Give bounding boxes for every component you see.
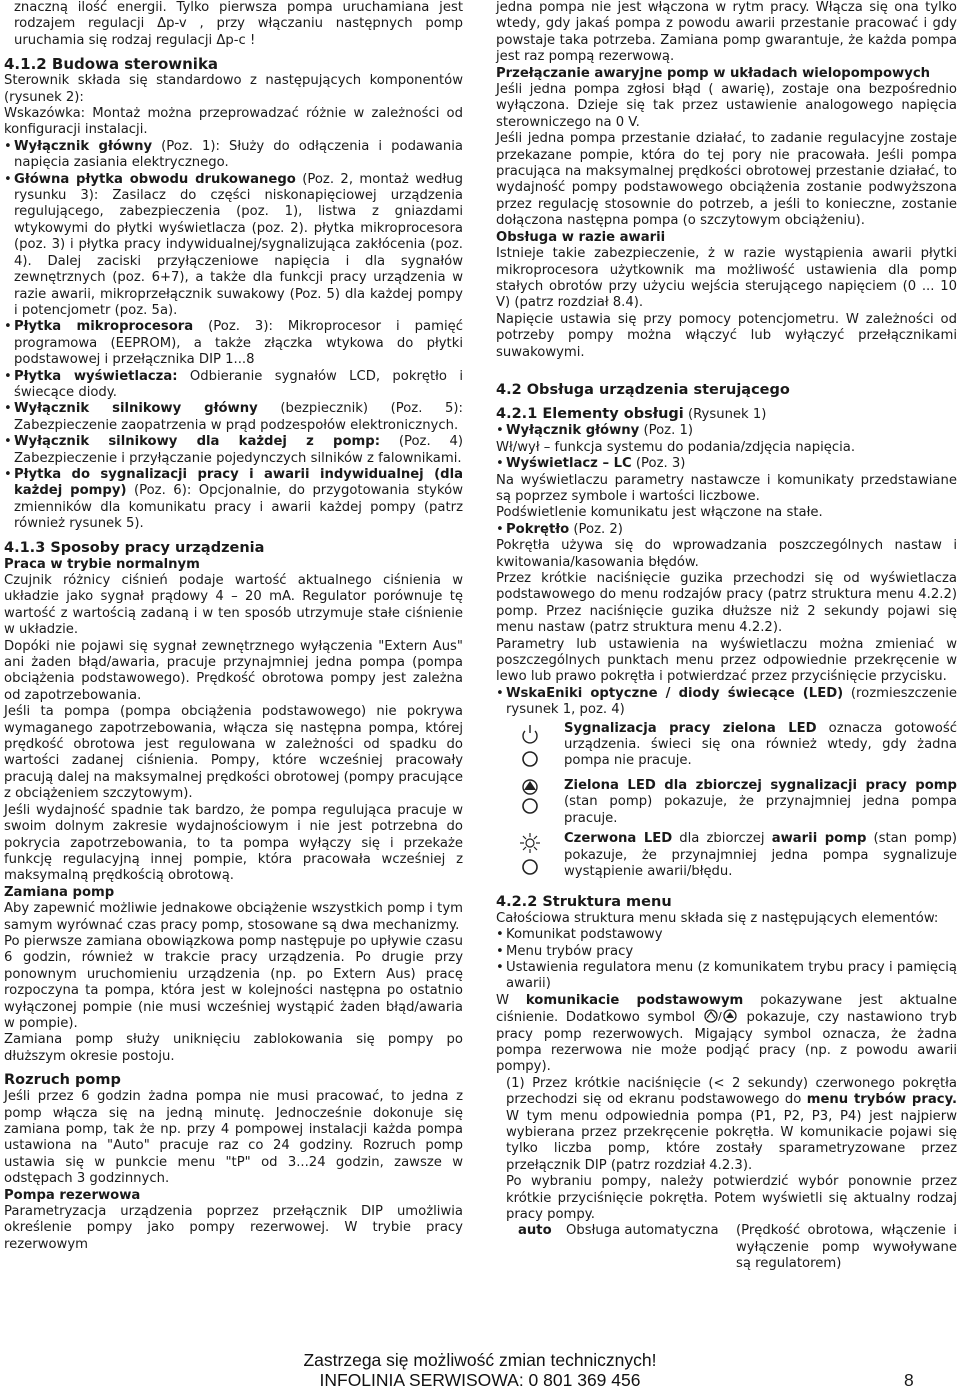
- text: (1) Przez krótkie naciśnięcie (< 2 sekundy) czerwonego pokrętła przechodzi się od ekranu podstawowego do: [506, 1075, 957, 1108]
- paragraph: Pokrętła używa się do wprowadzania poszczególnych nastaw i kwitowania/kasowania błędów.: [496, 538, 957, 570]
- mode-desc: (Prędkość obrotowa, włączenie i wyłączenie pomp wywoływane są regulatorem): [736, 1223, 957, 1272]
- component-list-item: [4, 319, 463, 368]
- text-bold: komunikacie podstawowym: [525, 992, 744, 1008]
- component-list: [4, 139, 463, 533]
- paragraph: Przez krótkie naciśnięcie guzika przechodzi się od wyświetlacza podstawowego do menu rodzajów pracy (patrz struktura menu 4.2.2) pomp. Przez naciśnięcie guzika dłuższe niż 2 sekundy pojawi się menu nastaw (patrz struktura menu 4.2.2).: [496, 571, 957, 636]
- section-4-2-heading: 4.2 Obsługa urządzenia sterującego: [496, 381, 790, 398]
- led-text: (stan pomp) pokazuje, że przynajmniej jedna pompa sygnalizuje wystąpienie awarii/błędu.: [564, 831, 957, 880]
- led-text: oznacza gotowość urządzenia. świeci się ona również wtedy, gdy żadna pompa nie pracuje.: [564, 720, 957, 769]
- paragraph: Jeśli wydajność spadnie tak bardzo, że pompa regulująca pracuje w swoim dolnym zakresie wydajnościowym i nie jest potrzebna do pokrycia zapotrzebowania, to ta pompa wyłączy się i przekaże funkcję regulacyjną innej pompie, która pracowała wcześniej z maksymalną prędkością obrotową.: [4, 802, 463, 884]
- section-4-2-2-heading: 4.2.2 Struktura menu: [496, 893, 672, 910]
- paragraph: Po wybraniu pompy, należy potwierdzić wybór ponownie przez krótkie przyciśnięcie pokrętła. Potem wyświetli się aktualny rodzaj pracy pompy.: [506, 1174, 957, 1222]
- led-icons: [496, 831, 564, 886]
- list-item: [496, 686, 957, 719]
- reserve-symbol-icon: [703, 1009, 739, 1023]
- warning-light-icon: [520, 833, 540, 853]
- led-ready-icons: [496, 721, 564, 773]
- component-list-item: [4, 369, 463, 402]
- paragraph: Istnieje takie zabezpieczenie, ż w razie wystąpienia awarii płytki mikroprocesora użytkownik ma możliwość ustawienia dla pomp stałych obrotów przy użyciu wejścia sterującego napięciem (0 ... 10 V) (patrz rozdział 8.4).: [496, 246, 957, 311]
- list-item: [496, 423, 957, 439]
- menu-list-item: • Ustawienia regulatora menu (z komunikatem trybu pracy i pamięcią awarii): [496, 960, 957, 993]
- text: pokazuje, czy nastawiono tryb pracy pomp rezerwowych. Migający symbol oznacza, że żadna pompa rezerwowa nie może podjąć pracy (np. z powodu awarii pompy).: [496, 1010, 957, 1075]
- led-pump-icons: [496, 778, 564, 814]
- text: W tym menu odpowiednia pompa (P1, P2, P3, P4) jest najpierw wybierana przez przekręcenie pokrętła. W komunikacie pojawi się tylko liczba pomp, które zostały sparametryzowane przez przełącznik DIP (patrz rozdział 4.2.3).: [506, 1108, 957, 1173]
- list-item: [496, 456, 957, 472]
- item-text: (Poz. 2): [569, 521, 623, 537]
- item-bold: Wyłącznik główny: [506, 423, 640, 439]
- item-text: (Poz. 3): Mikroprocesor i pamięć programowa (EEPROM), a także złączka wtykowa do płytki podstawowej i przełącznika DIP 1...8: [14, 319, 463, 368]
- item-text: (Poz. 2, montaż według rysunku 3): Zasilacz do części niskonapięciowej urządzenia regulującego, zabezpieczenia (poz. 1), listwa z gniazdami wtykowymi do płytki wyświetlacza (poz. 2). płytka mikroprocesora (poz. 3) i płytka pracy indywidualnej/sygnalizująca zakłócenia (poz. 4). Dalej zaciski przyłączeniowe napięcia i dla sygnałów zewnętrznych (poz. 6+7), a także dla funkcji pracy urządzenia w razie awarii, mikroprzełącznik suwakowy (Poz. 5) dla każdej pompy i potencjometr (poz. 5a).: [14, 171, 463, 318]
- item-bold: WskaEniki optyczne / diody świecące (LED): [506, 685, 844, 701]
- led-pumps-text: [564, 778, 957, 827]
- led-circle-icon: [523, 860, 537, 874]
- paragraph: Po pierwsze zamiana obowiązkowa pomp następuje po upływie czasu 6 godzin, również w trakcie pracy urządzenia. Po drugie przy ponownym uruchomieniu urządzenia (np. po Extern Aus) pracę rozpoczyna ta pompa, która jest w kolejności następna po ostatnio wyłączonej pompie (nie musi wcześniej wystąpić żaden błąd/awaria w pompie).: [4, 933, 463, 1031]
- paragraph: jedna pompa nie jest włączona w rytm pracy. Włącza się ona tylko wtedy, gdy jakaś pompa z powodu awarii przestanie pracować i gdy powstaje taka potrzeba. Zamiana pomp gwarantuje, że każda pompa jest raz pompą rezerwową.: [496, 0, 957, 65]
- menu-list: [496, 927, 957, 993]
- section-4-1-2-heading: 4.1.2 Budowa sterownika: [4, 55, 219, 74]
- led-fault-icons: [496, 831, 564, 881]
- paragraph: Sterownik składa się standardowo z następujących komponentów (rysunek 2):: [4, 73, 463, 105]
- paragraph: Parametryzacja urządzenia poprzez przełącznik DIP umożliwia określenie pompy jako pompy rezerwowej. W trybie pracy rezerwowym: [4, 1204, 463, 1252]
- item-text: Odbieranie sygnałów LCD, pokrętło i świecące diody.: [14, 368, 463, 400]
- subheading-kick: Rozruch pomp: [4, 1072, 121, 1089]
- led-row-pumps: [496, 778, 957, 827]
- paragraph: Jeśli jedna pompa zgłosi błąd ( awarię), zostaje ona bezpośrednio wyłączona. Dzieje się tak przez ustawienie analogowego napięcia sterowniczego na 0 V.: [496, 82, 957, 130]
- paragraph: Aby zapewnić możliwie jednakowe obciążenie wszystkich pomp i tym samym wyrównać czas pracy pomp, stosowane są dwa mechanizmy.: [4, 901, 463, 933]
- paragraph: Wł/wył – funkcja systemu do podania/zdjęcia napięcia.: [496, 439, 856, 455]
- subheading-reserve: Pompa rezerwowa: [4, 1187, 141, 1203]
- mode-row-auto: [496, 1223, 957, 1272]
- paragraph: [496, 1076, 957, 1174]
- item-bold: Płytka mikroprocesora: [14, 319, 194, 335]
- paragraph: Jeśli ta pompa (pompa obciążenia podstawowego) nie pokrywa wymaganego zapotrzebowania, włącza się następna pompa, której prędkość obrotowa jest regulowana w zależności od spadku do wartości zadanej ciśnienia. Pompy, które wcześniej pracowały pracują dalej na maksymalnej prędkości obrotowej (pompy pracujące z obciążeniem szczytowym).: [4, 704, 463, 802]
- component-list-item: [4, 139, 463, 172]
- led-text: dla zbiorczej: [672, 831, 772, 847]
- item-bold: Płytka do sygnalizacji pracy i awarii indywidualnej (dla każdej pompy): [14, 466, 463, 499]
- item-text: (Poz. 3): [631, 456, 686, 472]
- led-text: (stan pomp) pokazuje, że przynajmniej jedna pompa pracuje.: [564, 794, 957, 826]
- item-bold: Wyświetlacz – LC: [506, 456, 632, 472]
- led-ready-text: [564, 721, 957, 770]
- text: W: [496, 992, 526, 1008]
- led-bold: Sygnalizacja pracy zielona LED: [564, 720, 817, 736]
- item-text: (Poz. 1): Służy do odłączenia i podawania napięcia zasiania elektrycznego.: [14, 138, 463, 171]
- intro-paragraph: znaczną ilość energii. Tylko pierwsza pompa uruchamiana jest rodzajem regulacji Δp-v , przy włączaniu następnych pomp uruchamia się rodzaj regulacji Δp-c !: [14, 0, 463, 48]
- mode-key: auto: [518, 1223, 552, 1239]
- paragraph: Dopóki nie pojawi się sygnał zewnętrznego wyłączenia "Extern Aus" ani żaden błąd/awaria, pracuje przynajmniej jedna pompa (pompa obciążenia podstawowego). Prędkość obrotowa pompy jest zależna od zapotrzebowania.: [4, 638, 463, 703]
- component-list-item: [4, 467, 463, 533]
- led-row-fault: [496, 831, 957, 886]
- paragraph: Zamiana pomp służy uniknięciu zablokowania się pompy po dłuższym okresie postoju.: [4, 1032, 463, 1064]
- section-4-2-1-heading: [496, 405, 957, 423]
- text-bold: menu trybów pracy.: [806, 1092, 957, 1108]
- heading-bold: 4.2.1 Elementy obsługi: [496, 405, 684, 422]
- paragraph: Podświetlenie komunikatu jest włączone na stałe.: [496, 505, 823, 521]
- svg-text:/: /: [717, 1010, 722, 1024]
- power-icon: [523, 725, 537, 743]
- paragraph: Napięcie ustawia się przy pomocy potencjometru. W zależności od potrzeby pompy można włączyć lub wyłączyć przełącznikami suwakowymi.: [496, 311, 957, 360]
- item-text: (rozmieszczenie rysunek 1, poz. 4): [506, 685, 957, 718]
- item-bold: Płytka wyświetlacza:: [14, 368, 178, 384]
- component-list-item: [4, 172, 463, 320]
- item-text: (Poz. 4) Zabezpieczenie i przyłączanie pojedynczych silników z falownikami.: [14, 434, 464, 466]
- subheading-failover: Przełączanie awaryjne pomp w układach wielopompowych: [496, 65, 931, 81]
- led-bold: awarii pomp: [771, 831, 867, 847]
- page-number: 8: [904, 1370, 914, 1390]
- item-bold: Wyłącznik główny: [14, 138, 153, 154]
- heading-rest: (Rysunek 1): [683, 406, 767, 422]
- menu-list-item: • Komunikat podstawowy: [496, 927, 957, 943]
- led-icons: [496, 721, 564, 778]
- item-bold: Wyłącznik silnikowy dla każdej z pomp:: [14, 434, 381, 450]
- paragraph: [496, 993, 957, 1076]
- component-list-item: [4, 434, 463, 467]
- led-icons: [496, 778, 564, 819]
- paragraph: Na wyświetlaczu parametry nastawcze i komunikaty przedstawiane są poprzez symbole i wartości liczbowe.: [496, 472, 957, 504]
- led-bold: Zielona LED dla zbiorczej sygnalizacji pracy pomp: [564, 778, 957, 794]
- led-circle-icon: [523, 799, 537, 813]
- led-fault-text: [564, 831, 957, 880]
- subheading-swap: Zamiana pomp: [4, 884, 115, 900]
- item-text: (Poz. 6): Opcjonalnie, do przygotowania styków zmienników dla komunikatu pracy i awarii każdej pompy (patrz również rysunek 5).: [14, 483, 463, 532]
- left-column: [4, 0, 463, 1253]
- component-list-item: [4, 401, 463, 434]
- paragraph: Parametry lub ustawienia na wyświetlaczu można zmieniać w poszczególnych punktach menu przez odpowiednie przekręcenie w lewo lub prawo pokrętła i potwierdzać przez przyciśnięcie przycisku.: [496, 636, 957, 685]
- paragraph: Wskazówka: Montaż można przeprowadzać różnie w zależności od konfiguracji instalacji.: [4, 106, 463, 138]
- right-column: [496, 0, 957, 1273]
- item-text: (bezpiecznik) (Poz. 5): Zabezpieczenie zaopatrzenia w prąd podzespołów elektronicznych.: [14, 401, 464, 433]
- paragraph: Całościowa struktura menu składa się z następujących elementów:: [496, 910, 939, 926]
- subheading-emergency: Obsługa w razie awarii: [496, 229, 666, 245]
- paragraph: Czujnik różnicy ciśnień podaje wartość aktualnego ciśnienia w układzie jako sygnał prądowy 4 – 20 mA. Regulator porównuje tę wartość z wartością zadaną i w ten sposób utrzymuje stałe ciśnienie w układzie.: [4, 573, 463, 638]
- paragraph: Jeśli przez 6 godzin żadna pompa nie musi pracować, to jedna z pomp włącza się na jedną minutę. Jednocześnie dokonuje się zamiana pomp, tak że np. przy 4 pompowej instalacji każda pompa ustawiona na "Auto" pracuje raz co 24 godziny. Rozruch pomp ustawia się w punkcie menu "tP" od 3...24 godzin, zawsze w odstępach 3 godzinnych.: [4, 1089, 463, 1187]
- footer-hotline: INFOLINIA SERWISOWA: 0 801 369 456: [319, 1370, 641, 1390]
- text: pokazywane jest aktualne ciśnienie. Dodatkowo symbol: [496, 992, 958, 1026]
- footer-notice: Zastrzega się możliwość zmian technicznych!: [303, 1350, 657, 1370]
- section-4-1-3-heading: 4.1.3 Sposoby pracy urządzenia: [4, 539, 265, 556]
- paragraph: Jeśli jedna pompa przestanie działać, to zadanie regulacyjne zostaje przekazane pompie, która do tej pory nie pracowała. Jeśli pompa pracująca na maksymalnej prędkości obrotowej przestanie działać, to wydajność pompy podstawowego obciążenia zostanie podwyższona przez regulację stosownie do potrzeb, a jeśli to konieczne, zostanie dołączona następna pompa (o szczytowym obciążeniu).: [496, 131, 957, 229]
- led-bold: Czerwona LED: [564, 831, 673, 847]
- list-item: [496, 522, 957, 538]
- item-text: (Poz. 1): [639, 423, 693, 439]
- item-bold: Główna płytka obwodu drukowanego: [14, 171, 296, 187]
- mode-name: Obsługa automatyczna: [566, 1223, 719, 1239]
- menu-list-item: • Menu trybów pracy: [496, 944, 957, 960]
- subheading-normal: Praca w trybie normalnym: [4, 556, 200, 572]
- led-row-ready: [496, 721, 957, 778]
- item-bold: Wyłącznik silnikowy główny: [14, 401, 258, 417]
- item-bold: Pokrętło: [506, 521, 570, 537]
- led-circle-icon: [523, 752, 537, 766]
- pump-icon: [523, 780, 537, 794]
